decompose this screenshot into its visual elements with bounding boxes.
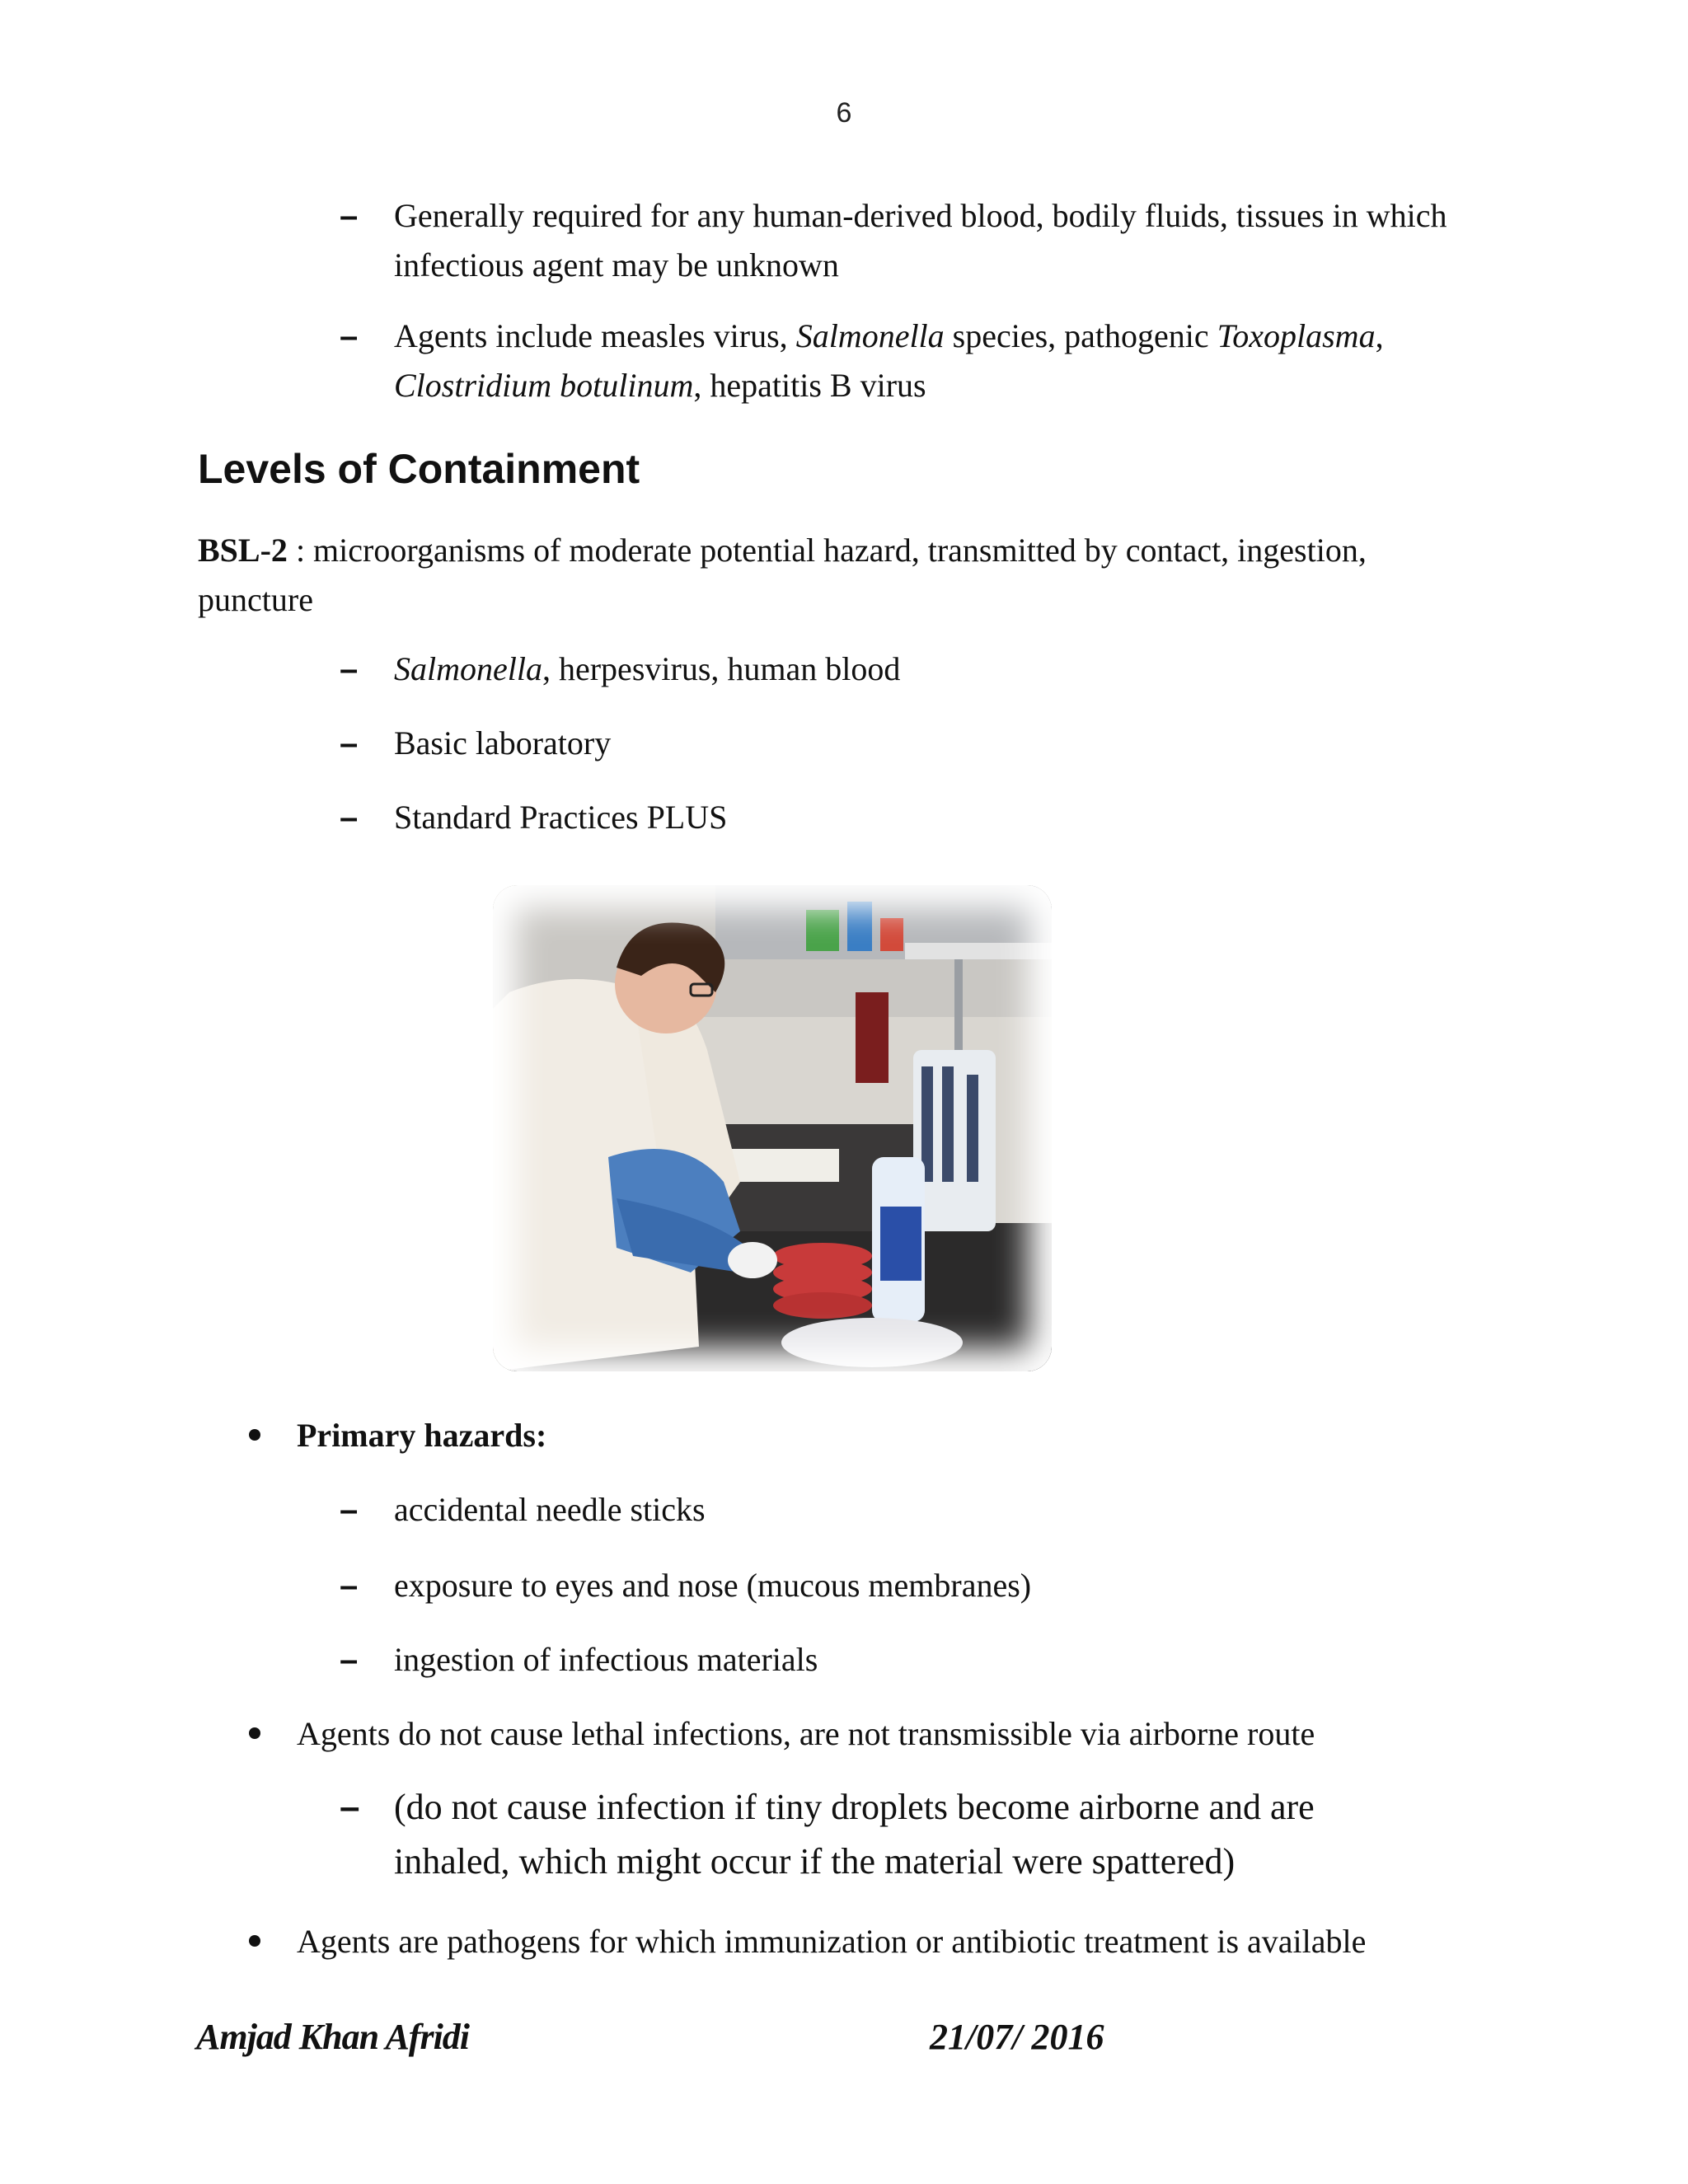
primary-hazards-label: Primary hazards: — [297, 1417, 547, 1454]
list-item-text: , herpesvirus, human blood — [542, 650, 901, 687]
dash-marker: – — [340, 651, 359, 687]
page-number: 6 — [836, 97, 852, 129]
dash-marker: – — [340, 1642, 359, 1678]
dash-marker: – — [340, 1787, 360, 1827]
list-item — [340, 719, 1482, 768]
list-item — [340, 191, 1482, 290]
bullet-marker — [249, 1935, 260, 1947]
dash-marker: – — [340, 1492, 359, 1528]
bullet-marker — [249, 1429, 260, 1441]
list-item-text: Agents include measles virus, — [394, 317, 796, 354]
dash-marker: – — [340, 318, 359, 354]
list-item — [340, 644, 1482, 694]
bullet-text: Agents are pathogens for which immunization or antibiotic treatment is available — [297, 1923, 1367, 1960]
bsl2-label: BSL-2 — [198, 532, 288, 569]
list-item — [340, 1561, 1482, 1610]
bullet-item — [297, 1411, 1484, 1460]
list-item-text: Standard Practices PLUS — [394, 799, 728, 836]
bullet-marker — [249, 1727, 260, 1739]
list-item-text: species, pathogenic — [944, 317, 1217, 354]
bullet-item — [297, 1709, 1484, 1759]
italic-term: Salmonella — [795, 317, 945, 354]
section-heading: Levels of Containment — [198, 446, 640, 492]
list-item — [340, 1485, 1482, 1535]
bsl2-text: : microorganisms of moderate potential hazard, transmitted by contact, ingestion, puncture — [198, 532, 1367, 618]
list-item-text: accidental needle sticks — [394, 1491, 706, 1528]
bullet-text: Agents do not cause lethal infections, are not transmissible via airborne route — [297, 1715, 1315, 1752]
list-item-text: , — [1375, 317, 1384, 354]
dash-marker: – — [340, 198, 359, 234]
list-item — [340, 1635, 1482, 1685]
bullet-item — [297, 1917, 1484, 1966]
italic-term: Clostridium botulinum — [394, 367, 694, 404]
lab-photo — [493, 885, 1052, 1371]
list-item — [340, 793, 1482, 842]
footer-author: Amjad Khan Afridi — [196, 2017, 470, 2057]
italic-term: Salmonella — [394, 650, 542, 687]
list-item-text: exposure to eyes and nose (mucous membranes) — [394, 1567, 1032, 1604]
dash-marker: – — [340, 1568, 359, 1604]
list-item — [340, 1780, 1416, 1889]
footer-date: 21/07/ 2016 — [930, 2017, 1104, 2057]
bsl2-paragraph — [198, 526, 1484, 625]
lab-scene-illustration — [493, 885, 1052, 1371]
dash-marker: – — [340, 799, 359, 836]
list-item-text: Basic laboratory — [394, 724, 612, 762]
list-item-text: ingestion of infectious materials — [394, 1641, 818, 1678]
list-item-text: (do not cause infection if tiny droplets become airborne and are inhaled, which might occur if the material were spattered) — [394, 1787, 1315, 1882]
italic-term: Toxoplasma — [1217, 317, 1376, 354]
list-item — [340, 312, 1482, 410]
list-item-text: Generally required for any human-derived blood, bodily fluids, tissues in which infectious agent may be unknown — [394, 197, 1447, 284]
list-item-text: , hepatitis B virus — [693, 367, 926, 404]
dash-marker: – — [340, 725, 359, 762]
